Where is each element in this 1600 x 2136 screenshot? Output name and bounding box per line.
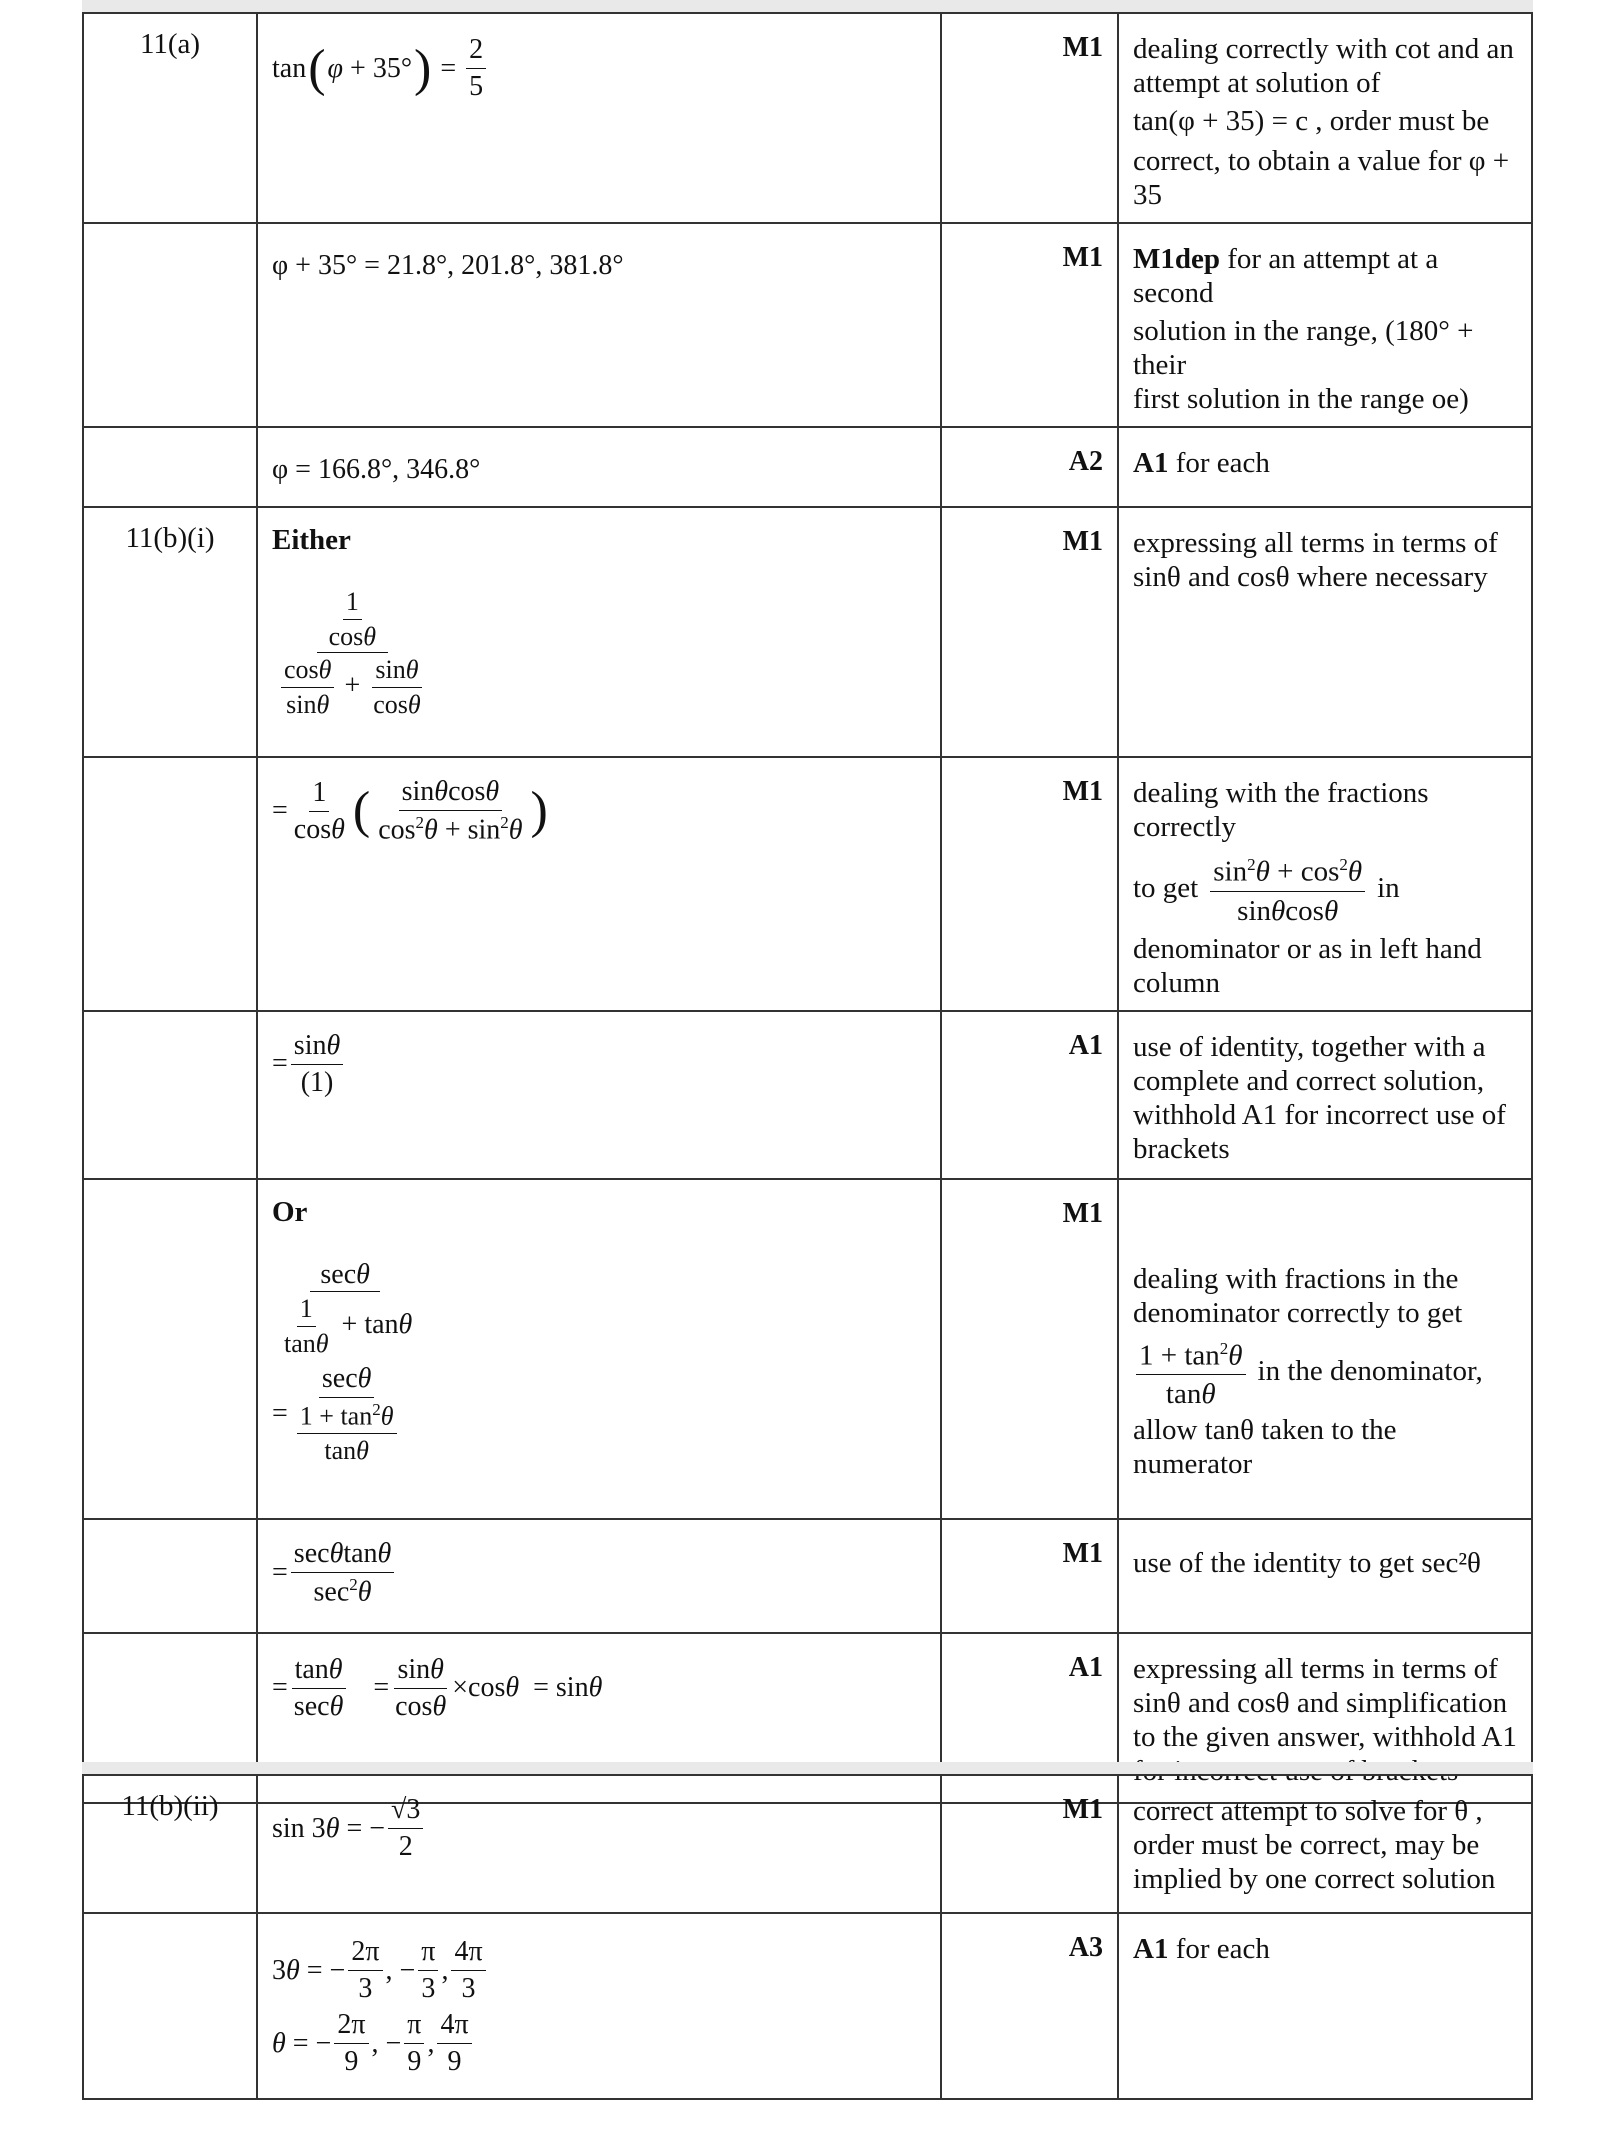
comment-line: $1 + \tan^2\theta$ tanθ in the denominator, xyxy=(1133,1332,1517,1412)
comment-line: use of identity, together with a xyxy=(1133,1030,1486,1063)
table-row xyxy=(83,1519,1532,1633)
working-cell xyxy=(257,757,941,1011)
comment-line: correct attempt to solve for θ , xyxy=(1133,1795,1483,1827)
comment-line: complete and correct solution, xyxy=(1133,1064,1485,1097)
working-cell xyxy=(257,507,941,757)
comment-line: brackets xyxy=(1133,1132,1230,1165)
method-heading: Or xyxy=(272,1195,308,1228)
comment-line: expressing all terms in terms of xyxy=(1133,527,1498,559)
comment-line: dealing with fractions in the xyxy=(1133,1262,1459,1295)
comment-line: M1dep for an attempt at a second xyxy=(1133,243,1439,309)
table-row xyxy=(83,13,1532,223)
comment-line: dealing correctly with cot and an xyxy=(1133,33,1514,65)
comment-cell xyxy=(1118,223,1532,427)
comment-line: attempt at solution of xyxy=(1133,67,1381,99)
working-math: secθ $\frac{1}{\tan\theta}$ + tanθ xyxy=(284,1258,413,1358)
mark: M1 xyxy=(941,13,1118,223)
comment-line: first solution in the range oe) xyxy=(1133,383,1469,415)
working-cell xyxy=(257,1775,941,1913)
comment-line: implied by one correct solution xyxy=(1133,1863,1496,1895)
comment-line: solution in the range, (180° + their xyxy=(1133,315,1474,381)
working-math: = tanθ secθ = $\frac{\sin\theta}{\cos\theta}$ ×cosθ = sinθ xyxy=(272,1653,603,1722)
comment-cell xyxy=(1118,757,1532,1011)
method-heading: Either xyxy=(272,524,351,556)
table-row xyxy=(83,507,1532,757)
comment-cell xyxy=(1118,1775,1532,1913)
comment-line: denominator or as in left hand xyxy=(1133,932,1482,965)
working-cell xyxy=(257,1179,941,1519)
comment-line: sinθ and cosθ and simplification xyxy=(1133,1686,1508,1719)
mark-scheme-table-2 xyxy=(82,1774,1533,2100)
comment-line: use of the identity to get sec²θ xyxy=(1133,1546,1481,1579)
mark: M1 xyxy=(941,223,1118,427)
working-cell xyxy=(257,1011,941,1179)
comment-line: to the given answer, withhold A1 xyxy=(1133,1720,1517,1753)
table-row xyxy=(83,1179,1532,1519)
comment-line: allow tanθ taken to the numerator xyxy=(1133,1414,1397,1481)
comment-cell xyxy=(1118,1011,1532,1179)
comment-line: sinθ and cosθ where necessary xyxy=(1133,561,1488,593)
table-row xyxy=(83,223,1532,427)
comment-line: expressing all terms in terms of xyxy=(1133,1652,1498,1685)
working-math: = $\frac{1}{\cos\theta}$ ( sinθcosθ $\cos^2\theta + \sin^2\theta$ ) xyxy=(272,776,548,846)
mark: A2 xyxy=(941,427,1118,507)
question-number xyxy=(83,427,257,507)
comment-cell xyxy=(1118,1179,1532,1519)
comment-cell xyxy=(1118,13,1532,223)
comment-line: correct, to obtain a value for φ + 35 xyxy=(1133,145,1510,211)
comment-cell xyxy=(1118,1519,1532,1633)
mark-scheme-table-1 xyxy=(82,12,1533,1804)
comment-cell xyxy=(1118,507,1532,757)
table-row xyxy=(83,1775,1532,1913)
comment-line: to get $\sin^2\theta + \cos^2\theta$ sinθcosθ in xyxy=(1133,848,1517,928)
working-math: $\frac{1}{\cos\theta}$ $\frac{\cos\theta}{\sin\theta}$ + $\frac{\sin\theta}{\cos\theta}$ xyxy=(272,587,926,720)
working-math: = secθ $\frac{1 + \tan^2\theta}{\tan\theta}$ xyxy=(272,1363,926,1467)
working-math: 3θ = − $\frac{2\pi}{3}$ , − $\frac{\pi}{3}$ , 4π 3 xyxy=(272,1936,926,2005)
working-math: sin 3θ = − $\frac{√3}{2}$ xyxy=(272,1794,926,1863)
question-number: 11(b)(ii) xyxy=(83,1775,257,1913)
comment-line: column xyxy=(1133,966,1220,999)
question-number: 11(a) xyxy=(83,13,257,223)
working-cell xyxy=(257,1913,941,2099)
table-row xyxy=(83,1011,1532,1179)
table-header-strip xyxy=(82,1762,1533,1774)
mark: A1 xyxy=(941,1633,1118,1803)
question-number xyxy=(83,1519,257,1633)
comment-line: denominator correctly to get xyxy=(1133,1296,1463,1329)
question-number xyxy=(83,757,257,1011)
table-row xyxy=(83,757,1532,1011)
comment-line: tan(φ + 35) = c , order must be xyxy=(1133,105,1490,137)
mark: A1 xyxy=(941,1011,1118,1179)
mark: A3 xyxy=(941,1913,1118,2099)
question-number xyxy=(83,223,257,427)
question-number xyxy=(83,1011,257,1179)
table-row xyxy=(83,427,1532,507)
question-number xyxy=(83,1913,257,2099)
question-number: 11(b)(i) xyxy=(83,507,257,757)
working-cell xyxy=(257,1519,941,1633)
mark: M1 xyxy=(941,1775,1118,1913)
comment-cell xyxy=(1118,1913,1532,2099)
comment-line: A1 for each xyxy=(1133,1933,1270,1965)
comment-cell xyxy=(1118,427,1532,507)
comment-line: withhold A1 for incorrect use of xyxy=(1133,1098,1506,1131)
comment-line: order must be correct, may be xyxy=(1133,1829,1480,1861)
working-math: = $\frac{\sin\theta}{(1)}$ xyxy=(272,1030,926,1099)
working-math: φ = 166.8°, 346.8° xyxy=(272,454,481,485)
question-number xyxy=(83,1179,257,1519)
comment-line: dealing with the fractions correctly xyxy=(1133,777,1429,843)
mark: M1 xyxy=(941,1179,1118,1519)
mark: M1 xyxy=(941,1519,1118,1633)
table-row xyxy=(83,1913,1532,2099)
top-strip xyxy=(82,0,1533,12)
comment-line: A1 for each xyxy=(1133,447,1270,479)
mark: M1 xyxy=(941,757,1118,1011)
working-cell xyxy=(257,13,941,223)
working-math: tan ( φ + 35° ) = $\frac{2}{5}$ xyxy=(272,34,926,103)
working-math: φ + 35° = 21.8°, 201.8°, 381.8° xyxy=(272,250,624,281)
working-math: = secθtanθ $\sec^2\theta$ xyxy=(272,1538,926,1608)
working-cell xyxy=(257,427,941,507)
mark: M1 xyxy=(941,507,1118,757)
working-cell xyxy=(257,223,941,427)
working-math: θ = − $\frac{2\pi}{9}$ , − $\frac{\pi}{9}$ , 4π 9 xyxy=(272,2009,926,2078)
